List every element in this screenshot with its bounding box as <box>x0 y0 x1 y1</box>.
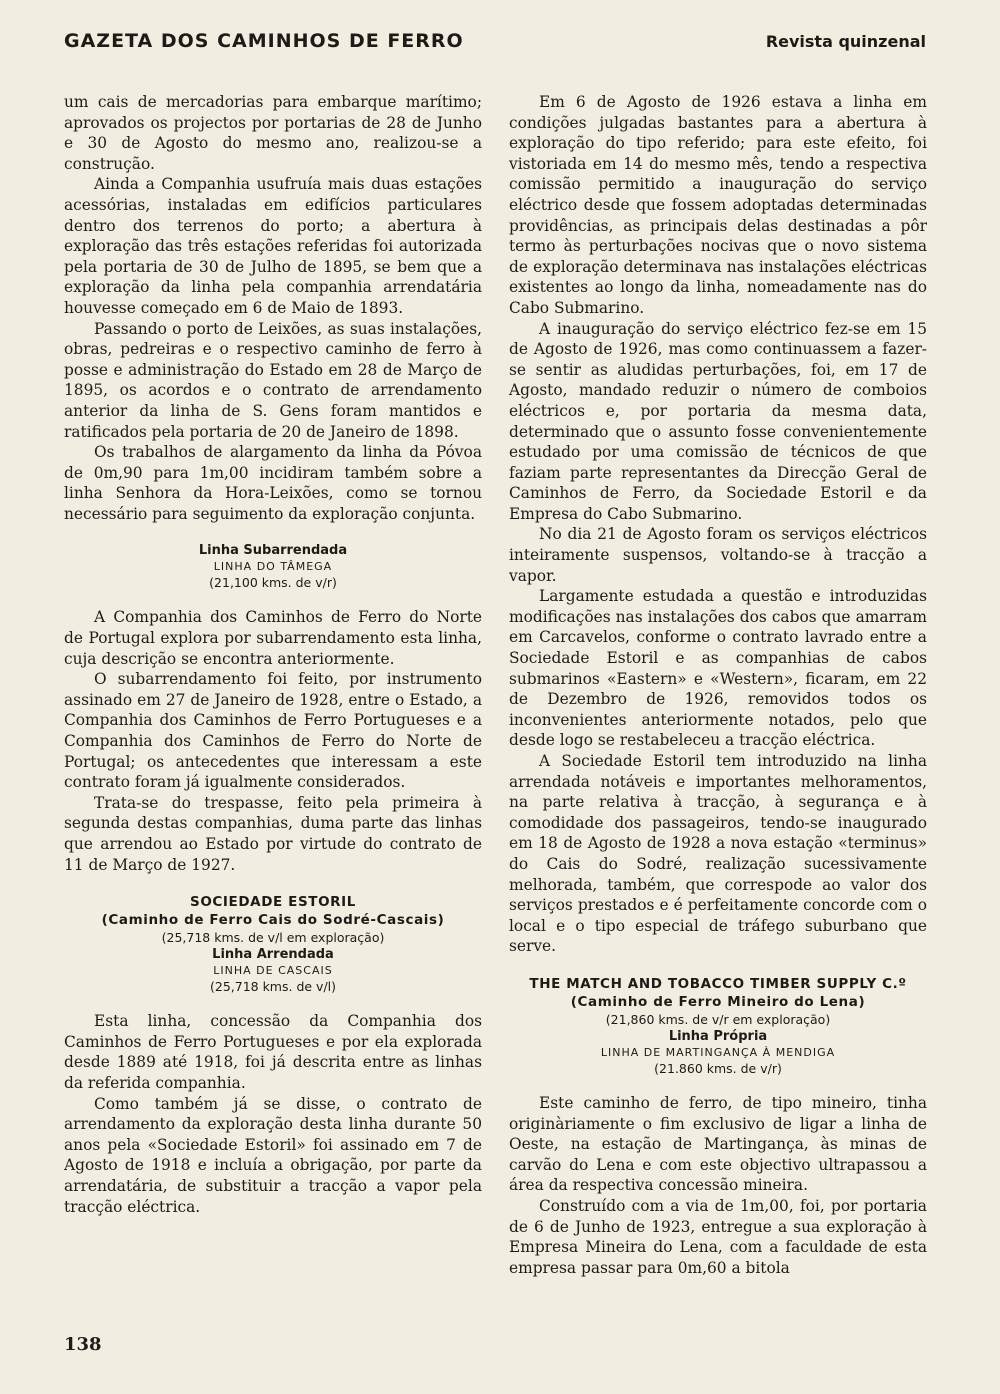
paragraph: um cais de mercadorias para embarque marítimo; aprovados os projectos por portarias de 28 de Junho e 30 de Agosto do mesmo ano, realizou-se a construção. <box>64 93 482 173</box>
paragraph: A Sociedade Estoril tem introduzido na linha arrendada notáveis e importantes melhoramentos, na parte relativa à tracção, à segurança e à comodidade dos passageiros, tendo-se inaugurado em 18 de Agosto de 1928 a nova estação «terminus» do Cais do Sodré, realização sucessivamente melhorada, também, que correspode ao valor dos serviços prestados e é perfeitamente concorde com o local e o tipo especial de tráfego suburbano que serve. <box>509 752 927 956</box>
section-line: SOCIEDADE ESTORIL <box>190 894 356 911</box>
paragraph: Em 6 de Agosto de 1926 estava a linha em condições julgadas bastantes para a abertura à exploração do tipo referido; para este efeito, foi vistoriada em 14 do mesmo mês, tendo a respectiva comissão permitido a inauguração do serviço eléctrico desde que fossem adoptadas determinadas providências, as principais delas destinadas a pôr termo às perturbações nocivas que o novo sistema de exploração determinava nas instalações eléctricas existentes ao longo da linha, nomeadamente nas do Cabo Submarino. <box>509 93 927 317</box>
paragraph: Os trabalhos de alargamento da linha da Póvoa de 0m,90 para 1m,00 incidiram também sobre a linha Senhora da Hora-Leixões, como se tornou necessário para seguimento da exploração conjunta. <box>64 443 482 523</box>
paragraph: A inauguração do serviço eléctrico fez-se em 15 de Agosto de 1926, mas como continuassem a fazer-se sentir as aludidas perturbações, foi, em 17 de Agosto, mandado reduzir o número de comboios eléctricos e, por portaria da mesma data, determinado que o assunto fosse convenientemente estudado por uma comissão de técnicos de que faziam parte representantes da Direcção Geral de Caminhos de Ferro, da Sociedade Estoril e da Empresa do Cabo Submarino. <box>509 319 927 523</box>
section-line: (Caminho de Ferro Cais do Sodré-Cascais) <box>101 912 445 929</box>
section-line: (25,718 kms. de v/l em exploração) <box>161 930 385 946</box>
section-line: THE MATCH AND TOBACCO TIMBER SUPPLY C.º <box>529 975 907 992</box>
section-line: LINHA DE MARTINGANÇA À MENDIGA <box>600 1045 836 1059</box>
paragraph: Esta linha, concessão da Companhia dos Caminhos de Ferro Portugueses e por ela explorada desde 1889 até 1918, foi já descrita entre as linhas da referida companhia. <box>64 1012 482 1092</box>
section-heading-estoril <box>64 893 482 995</box>
paragraph: No dia 21 de Agosto foram os serviços eléctricos inteiramente suspensos, voltando-se à tracção a vapor. <box>509 525 927 585</box>
paragraph: Trata-se do trespasse, feito pela primeira à segunda destas companhias, duma parte das linhas que arrendou ao Estado por virtude do contrato de 11 de Março de 1927. <box>64 793 482 874</box>
page-header <box>64 30 926 58</box>
paragraph: Passando o porto de Leixões, as suas instalações, obras, pedreiras e o respectivo caminho de ferro à posse e administração do Estado em 28 de Março de 1895, os acordos e o contrato de arrendamento anterior da linha de S. Gens foram mantidos e ratificados pela portaria de 20 de Janeiro de 1898. <box>64 319 482 441</box>
paragraph: O subarrendamento foi feito, por instrumento assinado em 27 de Janeiro de 1928, entre o Estado, a Companhia dos Caminhos de Ferro Portugueses e a Companhia dos Caminhos de Ferro do Norte de Portugal; os antecedentes que interessam a este contrato foram já igualmente considerados. <box>64 670 482 792</box>
section-line: (21.860 kms. de v/r) <box>654 1060 782 1076</box>
section-line: (21,100 kms. de v/r) <box>209 575 337 591</box>
section-line: Linha Subarrendada <box>198 543 348 559</box>
journal-title: GAZETA DOS CAMINHOS DE FERRO <box>64 30 464 52</box>
paragraph: Como também já se disse, o contrato de arrendamento da exploração desta linha durante 50 anos pela «Sociedade Estoril» foi assinado em 7 de Agosto de 1918 e incluía a obrigação, por parte da arrendatária, de substituir a tracção a vapor pela tracção eléctrica. <box>64 1094 482 1216</box>
section-heading-tamega <box>64 542 482 591</box>
section-line: Linha Arrendada <box>212 947 334 963</box>
section-line: Linha Própria <box>668 1028 768 1044</box>
paragraph: Largamente estudada a questão e introduzidas modificações nas instalações dos cabos que amarram em Carcavelos, conforme o contrato lavrado entre a Sociedade Estoril e as companhias de cabos submarinos «Eastern» e «Western», ficaram, em 22 de Dezembro de 1926, removidos todos os inconvenientes anteriormente notados, pelo que desde logo se restabeleceu a tracção eléctrica. <box>509 587 927 750</box>
section-line: (Caminho de Ferro Mineiro do Lena) <box>570 993 866 1010</box>
right-column <box>509 92 927 1278</box>
section-line: (21,860 kms. de v/r em exploração) <box>605 1011 831 1027</box>
paragraph: Este caminho de ferro, de tipo mineiro, tinha originàriamente o fim exclusivo de ligar a linha de Oeste, na estação de Martingança, às minas de carvão do Lena e com este objectivo ultrapassou a área da respectiva concessão mineira. <box>509 1093 927 1195</box>
left-column <box>64 92 482 1217</box>
section-heading-match-tobacco <box>509 975 927 1077</box>
paragraph: Construído com a via de 1m,00, foi, por portaria de 6 de Junho de 1923, entregue a sua exploração à Empresa Mineira do Lena, com a faculdade de esta empresa passar para 0m,60 a bitola <box>509 1196 927 1277</box>
section-line: LINHA DO TÂMEGA <box>213 560 333 574</box>
page-number: 138 <box>64 1334 102 1355</box>
paragraph: Ainda a Companhia usufruía mais duas estações acessórias, instaladas em edifícios particulares dentro dos terrenos do porto; a abertura à exploração das três estações referidas foi autorizada pela portaria de 30 de Julho de 1895, se bem que a exploração da linha pela companhia arrendatária houvesse começado em 6 de Maio de 1893. <box>64 175 482 317</box>
section-line: (25,718 kms. de v/l) <box>209 979 337 995</box>
journal-subtitle: Revista quinzenal <box>765 32 926 51</box>
paragraph: A Companhia dos Caminhos de Ferro do Norte de Portugal explora por subarrendamento esta linha, cuja descrição se encontra anteriormente. <box>64 608 482 668</box>
section-line: LINHA DE CASCAIS <box>213 964 333 978</box>
